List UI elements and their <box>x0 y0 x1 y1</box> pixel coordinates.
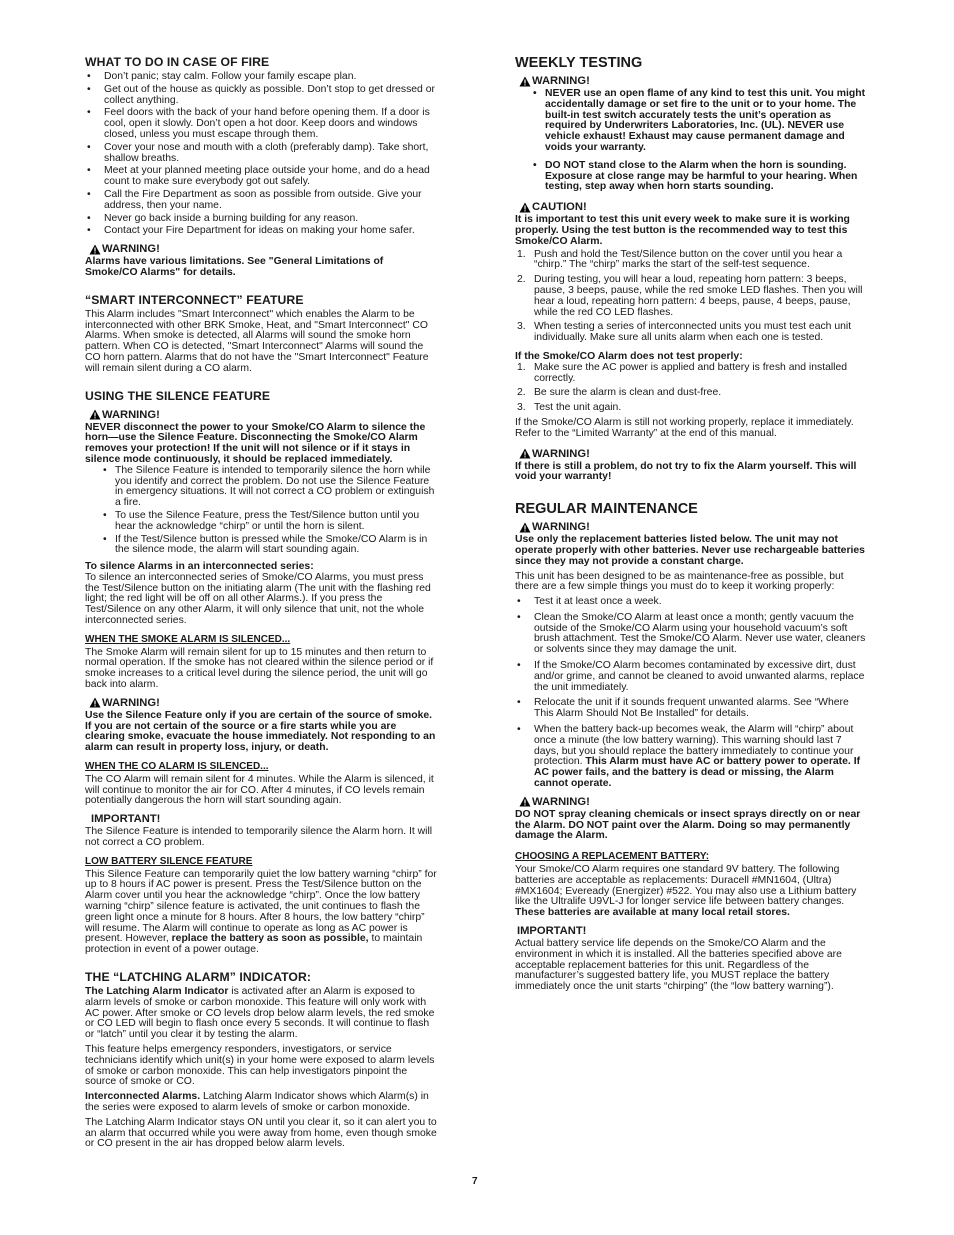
warning-icon <box>519 76 531 87</box>
silence-heading: USING THE SILENCE FEATURE <box>85 388 271 403</box>
battery-important-label: IMPORTANT! <box>517 925 587 938</box>
list-item: • Feel doors with the back of your hand before opening them. If a door is cool, open it slowly. Don’t open a hot door. Keep doors and windows closed, unless you must escape through them. <box>85 108 437 140</box>
battery-text: Your Smoke/CO Alarm requires one standard 9V battery. The following batteries are acceptable as replacements: Duracell #MN1604, (Ultra) #MX1604; Eveready (Energizer) #522. You may also use a Lithium battery like the Ultralife U9VL-J for longer service life between battery changes. These batteries are available at many local retail stores. <box>515 864 857 919</box>
important-text: The Silence Feature is intended to temporarily silence the Alarm horn. It will not correct a CO problem. <box>85 826 433 849</box>
list-item: • Contact your Fire Department for ideas on making your home safer. <box>85 226 437 237</box>
maintenance-warning2-text: DO NOT spray cleaning chemicals or insect sprays directly on or near the Alarm. DO NOT paint over the Alarm. Doing so may permanently damage the Alarm. <box>515 808 861 842</box>
silence-warning-label: WARNING! <box>89 409 437 421</box>
right-column <box>515 55 869 993</box>
silence-warning2-text: Use the Silence Feature only if you are certain of the source of smoke. If you are not certain of the source or a fire starts while you are clearing smoke, evacuate the house immediately. Not responding to an alarm can result in property loss, injury, or death. <box>85 709 436 754</box>
list-item: • Relocate the unit if it sounds frequent unwanted alarms. See “Where This Alarm Should Not Be Installed” for details. <box>515 698 869 720</box>
battery-important-text: Actual battery service life depends on the Smoke/CO Alarm and the environment in which it is installed. All the batteries specified above are acceptable replacement batteries for this unit. Regardless of the manufacturer’s suggested battery life, you MUST replace the battery immediately once the unit starts “chirping” (the “low battery warning”). <box>515 938 842 993</box>
caution-text: It is important to test this unit every week to make sure it is working properly. Using the test button is the recommended way to test this Smoke/CO Alarm. <box>515 214 850 247</box>
warning-icon <box>89 244 101 255</box>
test-steps <box>515 250 869 344</box>
list-item: • Don’t panic; stay calm. Follow your family escape plan. <box>85 72 437 83</box>
list-item: 2. During testing, you will hear a loud, repeating horn pattern: 3 beeps, pause, 3 beeps, pause, while the red smoke LED flashes. Then you will hear a loud, repeating horn pattern: 4 beeps, pause, 4 beeps, pause, while the red CO LED flashes. <box>517 274 863 318</box>
silence-warning2-label: WARNING! <box>89 697 437 709</box>
maintenance-list <box>515 597 869 790</box>
fire-list <box>85 72 437 237</box>
latching-heading: THE “LATCHING ALARM” INDICATOR: <box>85 970 312 984</box>
maintenance-heading: REGULAR MAINTENANCE <box>515 501 698 518</box>
list-item: • The Silence Feature is intended to temporarily silence the horn while you identify and correct the problem. Do not use the Silence Feature in emergency situations. It will not correct a CO problem or extinguish a fire. <box>85 466 437 509</box>
important-label: IMPORTANT! <box>91 813 161 826</box>
list-item: • When the battery back-up becomes weak, the Alarm will “chirp” about once a minute (the low battery warning). This warning should last 7 days, but you should replace the battery immediately to continue your protection. This Alarm must have AC or battery power to operate. If AC power fails, and the battery is dead or missing, the Alarm cannot operate. <box>515 725 869 790</box>
maintenance-warning-text: Use only the replacement batteries listed below. The unit may not operate properly with other batteries. Never use rechargeable batteries since they may not provide a constant charge. <box>515 534 865 567</box>
list-item: 1. Make sure the AC power is applied and battery is fresh and installed correctly. <box>517 361 848 384</box>
weekly-warning2-label: WARNING! <box>519 448 869 460</box>
list-item: • If the Test/Silence button is pressed while the Smoke/CO Alarm is in the silence mode, the alarm will start sounding again. <box>85 535 437 557</box>
fail-steps <box>515 363 869 414</box>
list-item: • NEVER use an open flame of any kind to test this unit. You might accidentally damage or set fire to the unit or to your home. The built-in test switch accurately tests the unit’s operation as required by Underwriters Laboratories, Inc. (UL). NEVER use vehicle exhaust! Exhaust may cause permanent damage and voids your warranty. <box>515 89 869 154</box>
caution-icon <box>519 202 531 213</box>
co-silenced-text: The CO Alarm will remain silent for 4 minutes. While the Alarm is silenced, it will continue to monitor the air for CO. After 4 minutes, if CO levels remain potentially dangerous the horn will start sounding again. <box>85 773 434 807</box>
fire-heading: WHAT TO DO IN CASE OF FIRE <box>85 55 270 69</box>
silence-list <box>85 466 437 556</box>
silence-warning-text: NEVER disconnect the power to your Smoke/CO Alarm to silence the horn—use the Silence Feature. Disconnecting the Smoke/CO Alarm removes your protection! If the unit will not silence or if it stays in silence mode continuously, it should be replaced immediately. <box>85 421 426 465</box>
weekly-warning-list <box>515 89 869 193</box>
fail-heading: If the Smoke/CO Alarm does not test properly: <box>515 350 743 362</box>
weekly-heading: WEEKLY TESTING <box>515 55 643 71</box>
list-item: • DO NOT stand close to the Alarm when the horn is sounding. Exposure at close range may be harmful to your hearing. When testing, step away when horn starts sounding. <box>515 161 869 193</box>
battery-heading: CHOOSING A REPLACEMENT BATTERY: <box>515 851 710 863</box>
list-item: • Get out of the house as quickly as possible. Don’t stop to get dressed or collect anything. <box>85 85 437 107</box>
maintenance-warning-label: WARNING! <box>519 521 869 533</box>
list-item: • Call the Fire Department as soon as possible from outside. Give your address, then your name. <box>85 190 437 212</box>
interconnected-heading: To silence Alarms in an interconnected series: <box>85 561 314 573</box>
fail-text: If the Smoke/CO Alarm is still not working properly, replace it immediately. Refer to the “Limited Warranty” at the end of this manual. <box>515 416 854 439</box>
caution-label: CAUTION! <box>519 201 869 213</box>
list-item: 1. Push and hold the Test/Silence button on the cover until you hear a “chirp.” The “chirp” marks the start of the self-test sequence. <box>517 248 843 271</box>
list-item: 2. Be sure the alarm is clean and dust-free. <box>517 387 722 399</box>
latching-p4: The Latching Alarm Indicator stays ON until you clear it, so it can alert you to an alarm that occurred while you were away from home, even though smoke or CO present in the air has dropped below alarm levels. <box>85 1116 437 1150</box>
latching-p1: The Latching Alarm Indicator is activated after an Alarm is exposed to alarm levels of smoke or carbon monoxide. This feature will only work with AC power. After smoke or CO levels drop below alarm levels, the red smoke or CO LED will begin to flash once every 5 seconds. It will continue to flash or “latch” until you clear it by testing the alarm. <box>85 986 435 1041</box>
list-item: 3. Test the unit again. <box>517 402 622 414</box>
smoke-silenced-text: The Smoke Alarm will remain silent for up to 15 minutes and then return to normal operation. If the smoke has not cleared within the silence period or if smoke increases to a critical level during the silence period, the unit will go back into alarm. <box>85 646 434 691</box>
weekly-warning-label: WARNING! <box>519 75 869 87</box>
page-number: 7 <box>472 1176 478 1187</box>
latching-p3: Interconnected Alarms. Latching Alarm Indicator shows which Alarm(s) in the series were exposed to alarm levels of smoke or carbon monoxide. <box>85 1091 429 1113</box>
weekly-warning2-text: If there is still a problem, do not try to fix the Alarm yourself. This will void your warranty! <box>515 460 857 483</box>
co-silenced-heading: WHEN THE CO ALARM IS SILENCED... <box>85 761 269 773</box>
warning-icon <box>89 697 101 708</box>
warning-icon <box>519 448 531 459</box>
maintenance-intro: This unit has been designed to be as maintenance-free as possible, but there are a few simple things you must do to keep it working properly: <box>515 570 844 593</box>
list-item: • Never go back inside a burning building for any reason. <box>85 214 437 225</box>
low-battery-heading: LOW BATTERY SILENCE FEATURE <box>85 855 253 867</box>
interconnect-text: This Alarm includes "Smart Interconnect" which enables the Alarm to be interconnected with other BRK Smoke, Heat, and "Smart Interconnect" CO Alarms. When smoke is detected, all Alarms will sound the smoke horn pattern. When CO is detected, "Smart Interconnect" Alarms will sound the CO horn pattern. Alarms that do not have the "Smart Interconnect" Feature will remain silent during a CO alarm. <box>85 308 429 374</box>
list-item: • Meet at your planned meeting place outside your home, and do a head count to make sure everybody got out safely. <box>85 166 437 188</box>
fire-warning-text: Alarms have various limitations. See "General Limitations of Smoke/CO Alarms" for details. <box>85 256 384 278</box>
warning-icon <box>519 796 531 807</box>
warning-icon <box>519 522 531 533</box>
interconnect-heading: “SMART INTERCONNECT” FEATURE <box>85 292 304 307</box>
fire-warning-label: WARNING! <box>89 243 437 255</box>
list-item: • To use the Silence Feature, press the Test/Silence button until you hear the acknowledge “chirp” or until the horn is silent. <box>85 511 437 533</box>
warning-icon <box>89 409 101 420</box>
low-battery-text: This Silence Feature can temporarily quiet the low battery warning “chirp” for up to 8 hours if AC power is present. Press the Test/Silence button on the Alarm cover until you hear the acknowledge “chirp”. Once the low battery warning “chirp” silence feature is activated, the unit continues to flash the green light once a minute for 8 hours. After 8 hours, the low battery “chirp” will resume. The Alarm will continue to operate as long as AC power is present. However, replace the battery as soon as possible, to maintain protection in event of a power outage. <box>85 868 437 956</box>
list-item: • Cover your nose and mouth with a cloth (preferably damp). Take short, shallow breaths. <box>85 143 437 165</box>
list-item: • Test it at least once a week. <box>515 597 869 608</box>
maintenance-warning2-label: WARNING! <box>519 796 869 808</box>
latching-p2: This feature helps emergency responders, investigators, or service technicians identify which unit(s) in your home were exposed to alarm levels of smoke or carbon monoxide. This can help investigators pinpoint the source of smoke or CO. <box>85 1043 435 1088</box>
list-item: • Clean the Smoke/CO Alarm at least once a month; gently vacuum the outside of the Smoke/CO Alarm using your household vacuum’s soft brush attachment. Test the Smoke/CO Alarm. Never use water, cleaners or solvents since they may damage the unit. <box>515 613 869 656</box>
interconnected-text: To silence an interconnected series of Smoke/CO Alarms, you must press the Test/Silence button on the initiating alarm (The unit with the flashing red light; the red light will be off on all other Alarms.). If you press the Test/Silence on any other Alarm, it will only silence that unit, not the whole interconnected series. <box>85 571 431 627</box>
list-item: 3. When testing a series of interconnected units you must test each unit individually. Make sure all units alarm when each one is tested. <box>517 321 852 344</box>
smoke-silenced-heading: WHEN THE SMOKE ALARM IS SILENCED... <box>85 633 291 645</box>
list-item: • If the Smoke/CO Alarm becomes contaminated by excessive dirt, dust and/or grime, and cannot be cleaned to avoid unwanted alarms, replace the unit immediately. <box>515 661 869 693</box>
left-column <box>85 55 437 1150</box>
